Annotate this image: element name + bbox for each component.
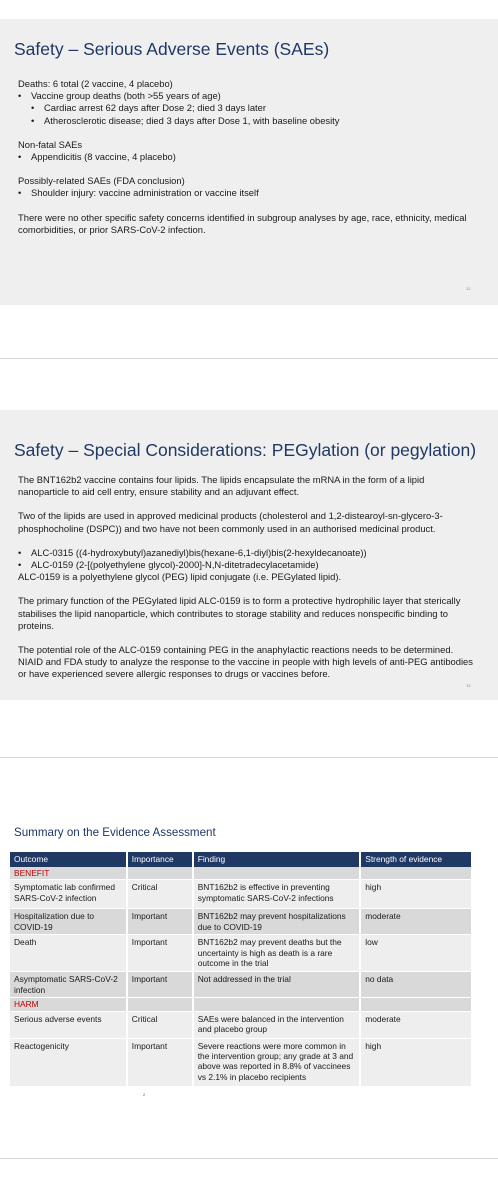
table-row <box>10 880 472 909</box>
slide-pegylation <box>0 410 498 700</box>
strength-cell: high <box>360 880 472 909</box>
finding-cell: SAEs were balanced in the intervention and placebo group <box>193 1011 361 1038</box>
strength-cell: no data <box>360 972 472 998</box>
slide2-title: Safety – Special Considerations: PEGylation (or pegylation) <box>14 440 477 460</box>
finding-cell: Severe reactions were more common in the intervention group; any grade at 3 and above was reported in 8.8% of vaccinees vs 2.1% in placebo recipients <box>193 1038 361 1086</box>
header-strength: Strength of evidence <box>360 852 472 867</box>
importance-cell: Critical <box>127 880 193 909</box>
finding-cell: Not addressed in the trial <box>193 972 361 998</box>
importance-cell: Important <box>127 909 193 935</box>
table-row <box>10 909 472 935</box>
outcome-cell: Symptomatic lab confirmed SARS-CoV-2 infection <box>10 880 127 909</box>
slide2-page-number: 13 <box>466 683 471 688</box>
header-finding: Finding <box>193 852 361 867</box>
slide2-body <box>18 474 476 681</box>
importance-cell: Important <box>127 972 193 998</box>
table-row <box>10 972 472 998</box>
deaths-sub-bullet: • Atherosclerotic disease; died 3 days after Dose 1, with baseline obesity <box>31 114 340 126</box>
slide1-body <box>18 78 476 236</box>
lipid-bullet: • ALC-0315 ((4-hydroxybutyl)azanediyl)bis(hexane-6,1-diyl)bis(2-hexyldecanoate)) <box>18 546 367 558</box>
outcome-cell: Reactogenicity <box>10 1038 127 1086</box>
slide1-page-number: 12 <box>466 286 471 291</box>
outcome-cell: Asymptomatic SARS-CoV-2 infection <box>10 972 127 998</box>
page-separator <box>0 358 498 359</box>
harm-section-row <box>10 998 472 1011</box>
deaths-bullet: • Vaccine group deaths (both >55 years of age) <box>18 90 221 102</box>
finding-cell: BNT162b2 is effective in preventing symptomatic SARS-CoV-2 infections <box>193 880 361 909</box>
importance-cell: Important <box>127 935 193 972</box>
nonfatal-heading: Non-fatal SAEs <box>18 138 83 150</box>
slide3-page-mark: 2 <box>143 1092 146 1097</box>
deaths-heading: Deaths: 6 total (2 vaccine, 4 placebo) <box>18 78 173 89</box>
outcome-cell: Serious adverse events <box>10 1011 127 1038</box>
slide2-paragraph: The primary function of the PEGylated lipid ALC-0159 is to form a protective hydrophilic layer that sterically stabilises the lipid nanoparticle, which contributes to storage stability and reduces nonspecific binding to proteins. <box>18 595 461 631</box>
table-row <box>10 1038 472 1086</box>
header-outcome: Outcome <box>10 852 127 867</box>
slide2-paragraph: ALC-0159 is a polyethylene glycol (PEG) lipid conjugate (i.e. PEGylated lipid). <box>18 571 342 583</box>
lipid-bullet: • ALC-0159 (2-[(polyethylene glycol)-2000]-N,N-ditetradecylacetamide) <box>18 559 319 571</box>
harm-label: HARM <box>10 998 127 1011</box>
table-header-row <box>10 852 472 867</box>
outcome-cell: Hospitalization due to COVID-19 <box>10 909 127 935</box>
deaths-sub-bullet: • Cardiac arrest 62 days after Dose 2; died 3 days later <box>31 102 266 114</box>
slide1-closing: There were no other specific safety concerns identified in subgroup analyses by age, race, ethnicity, medical comorbidities, or prior SARS-CoV-2 infection. <box>18 211 467 235</box>
benefit-label: BENEFIT <box>10 867 127 880</box>
table-row <box>10 935 472 972</box>
table-row <box>10 1011 472 1038</box>
importance-cell: Important <box>127 1038 193 1086</box>
slide1-title: Safety – Serious Adverse Events (SAEs) <box>14 39 330 59</box>
strength-cell: moderate <box>360 909 472 935</box>
slide3-title: Summary on the Evidence Assessment <box>14 826 216 839</box>
related-heading: Possibly-related SAEs (FDA conclusion) <box>18 175 185 187</box>
slide2-paragraph: The BNT162b2 vaccine contains four lipids. The lipids encapsulate the mRNA in the form of a lipid nanoparticle to aid cell entry, ensure stability and an adjuvant effect. <box>18 474 425 498</box>
finding-cell: BNT162b2 may prevent hospitalizations due to COVID-19 <box>193 909 361 935</box>
header-importance: Importance <box>127 852 193 867</box>
nonfatal-bullet: • Appendicitis (8 vaccine, 4 placebo) <box>18 151 176 163</box>
strength-cell: moderate <box>360 1011 472 1038</box>
importance-cell: Critical <box>127 1011 193 1038</box>
slide-serious-adverse-events <box>0 19 498 305</box>
slide2-paragraph: Two of the lipids are used in approved medicinal products (cholesterol and 1,2-distearoyl-sn-glycero-3-phosphocholine (DSPC)) and two have not been commonly used in an authorised medicinal product. <box>18 510 443 534</box>
finding-cell: BNT162b2 may prevent deaths but the uncertainty is high as death is a rare outcome in the trial <box>193 935 361 972</box>
slide2-paragraph: The potential role of the ALC-0159 containing PEG in the anaphylactic reactions needs to be determined. NIAID and FDA study to analyze the response to the vaccine in people with high levels of anti-PEG antibodies or have experienced severe allergic responses to drugs or vaccines before. <box>18 644 473 680</box>
benefit-section-row <box>10 867 472 880</box>
related-bullet: • Shoulder injury: vaccine administration or vaccine itself <box>18 187 259 199</box>
page-separator <box>0 1158 498 1159</box>
page-separator <box>0 757 498 758</box>
strength-cell: low <box>360 935 472 972</box>
outcome-cell: Death <box>10 935 127 972</box>
evidence-table <box>10 852 473 1087</box>
strength-cell: high <box>360 1038 472 1086</box>
